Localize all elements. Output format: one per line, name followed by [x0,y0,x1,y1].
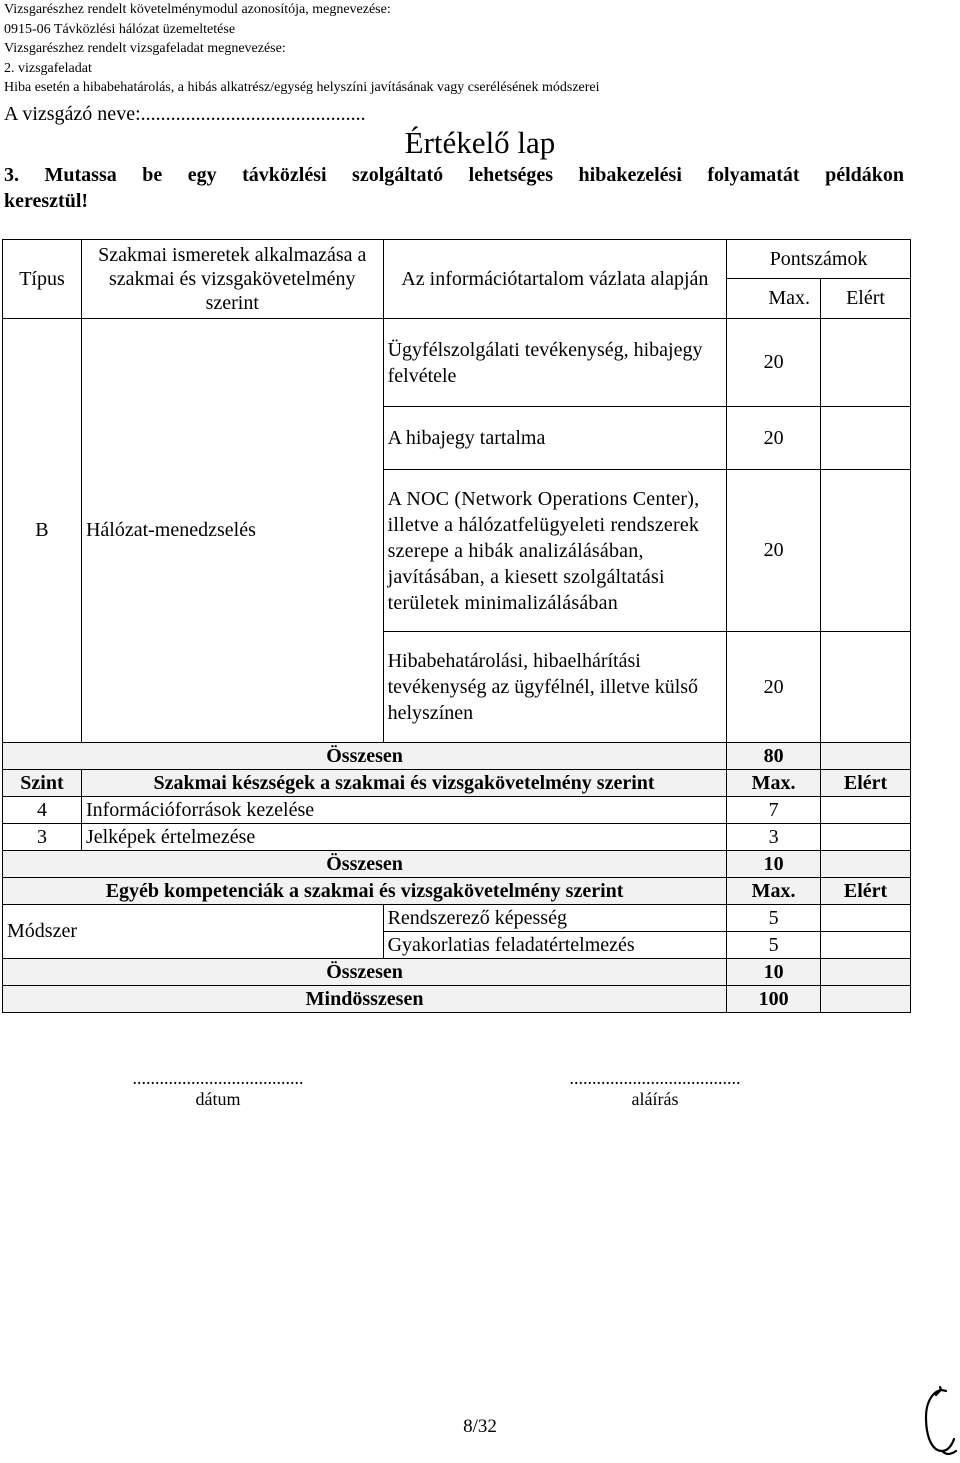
subtotal-achieved [821,851,911,878]
date-label: dátum [195,1089,241,1109]
skills-max-header: Max. [727,770,821,797]
page-number: 8/32 [463,1416,497,1437]
header-module-name: 0915-06 Távközlési hálózat üzemeltetése [4,21,236,37]
header-task-number: 2. vizsgafeladat [4,60,92,76]
signature-block [515,1068,795,1110]
level-header: Szint [3,770,82,797]
skills-header: Szakmai készségek a szakmai és vizsgakövetelmény szerint [81,770,726,797]
item-text: A NOC (Network Operations Center), illetve a hálózatfelügyeleti rendszerek szerepe a hibák analizálásában, javításában, a kiesett szolgáltatási területek minimalizálásában [383,470,727,632]
item-max: 20 [727,407,821,470]
method-label: Módszer [3,905,384,959]
skill-level: 3 [3,824,82,851]
skills-achieved-header: Elért [821,770,911,797]
item-text: Ügyfélszolgálati tevékenység, hibajegy felvétele [383,319,727,407]
method-achieved [821,905,911,932]
item-text: Hibabehatárolási, hibaelhárítási tevékenység az ügyfélnél, illetve külső helyszínen [383,632,727,743]
subtotal-achieved [821,743,911,770]
skill-text: Jelképek értelmezése [81,824,726,851]
area-cell: Hálózat-menedzselés [81,319,383,743]
other-competencies-header: Egyéb kompetenciák a szakmai és vizsgakövetelmény szerint [3,878,727,905]
date-line: ...................................... [132,1068,304,1088]
col-header-outline: Az információtartalom vázlata alapján [383,240,727,319]
method-max: 5 [727,905,821,932]
subtotal-label: Összesen [3,959,727,986]
grand-total-value: 100 [727,986,821,1013]
item-max: 20 [727,470,821,632]
subtotal-achieved [821,959,911,986]
date-block [78,1068,358,1110]
header-module-label: Vizsgarészhez rendelt követelménymodul azonosítója, megnevezése: [4,2,391,17]
document-header [4,0,600,98]
skill-max: 3 [727,824,821,851]
handwritten-initial-icon [918,1385,958,1457]
skill-text: Információforrások kezelése [81,797,726,824]
evaluation-table [2,239,911,1013]
col-header-type: Típus [3,240,82,319]
col-header-achieved: Elért [821,279,911,319]
skill-max: 7 [727,797,821,824]
subtotal-value: 10 [727,851,821,878]
method-max: 5 [727,932,821,959]
type-cell: B [3,319,82,743]
signature-line: ...................................... [569,1068,741,1088]
other-achieved-header: Elért [821,878,911,905]
question-text: 3. Mutassa be egy távközlési szolgáltató lehetséges hibakezelési folyamatát példákon [4,164,904,186]
method-achieved [821,932,911,959]
subtotal-label: Összesen [3,743,727,770]
grand-total-label: Mindösszesen [3,986,727,1013]
item-achieved [821,319,911,407]
subtotal-value: 80 [727,743,821,770]
method-text: Rendszerező képesség [383,905,727,932]
item-achieved [821,632,911,743]
other-max-header: Max. [727,878,821,905]
col-header-points: Pontszámok [727,240,911,279]
item-max: 20 [727,632,821,743]
col-header-knowledge: Szakmai ismeretek alkalmazása a szakmai és vizsgakövetelmény szerint [81,240,383,319]
subtotal-label: Összesen [3,851,727,878]
page-title: Értékelő lap [404,125,556,160]
item-text: A hibajegy tartalma [383,407,727,470]
method-text: Gyakorlatias feladatértelmezés [383,932,727,959]
signature-label: aláírás [631,1089,679,1109]
item-achieved [821,470,911,632]
skill-achieved [821,797,911,824]
candidate-name-line: A vizsgázó neve:............................................. [4,103,366,125]
grand-total-achieved [821,986,911,1013]
header-task-label: Vizsgarészhez rendelt vizsgafeladat megnevezése: [4,41,286,56]
item-achieved [821,407,911,470]
subtotal-value: 10 [727,959,821,986]
col-header-max: Max. [727,279,821,319]
skill-level: 4 [3,797,82,824]
skill-achieved [821,824,911,851]
header-task-name: Hiba esetén a hibabehatárolás, a hibás alkatrész/egység helyszíni javításának vagy cserélésének módszerei [4,80,600,95]
item-max: 20 [727,319,821,407]
question-text-continued: keresztül! [4,190,89,212]
